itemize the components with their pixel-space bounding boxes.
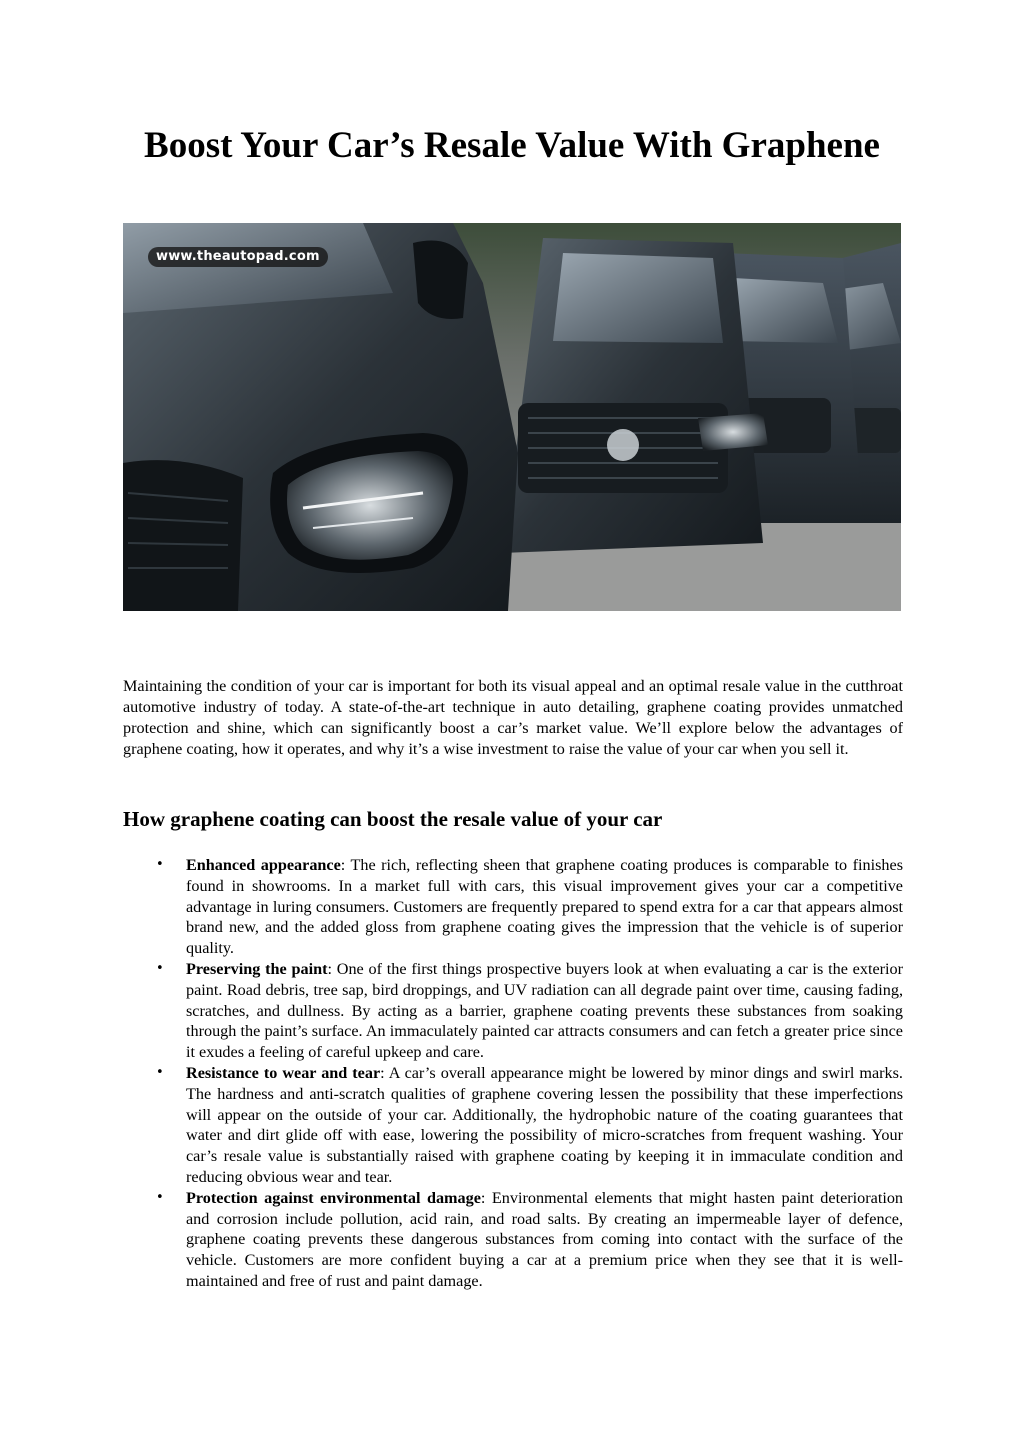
car-photo-icon: [123, 223, 901, 611]
list-item: [123, 855, 903, 959]
list-item: [123, 1063, 903, 1188]
bullet-term: Enhanced appearance: [186, 856, 341, 874]
bullet-icon: •: [156, 857, 164, 872]
benefits-list: [123, 855, 903, 1292]
bullet-icon: •: [156, 960, 164, 976]
bullet-icon: •: [156, 1064, 164, 1080]
bullet-text: : The rich, reflecting sheen that graphene coating produces is comparable to finishes found in showrooms. In a market full with cars, this visual improvement gives your car a competitive advantage in luring consumers. Customers are frequently prepared to spend extra for a car that appears almost brand new, and the added gloss from graphene coating gives the impression that the vehicle is of superior quality.: [186, 856, 903, 958]
intro-paragraph: Maintaining the condition of your car is important for both its visual appeal and an optimal resale value in the cutthroat automotive industry of today. A state-of-the-art technique in auto detailing, graphene coating provides unmatched protection and shine, which can significantly boost a car’s market value. We’ll explore below the advantages of graphene coating, how it operates, and why it’s a wise investment to raise the value of your car when you sell it.: [123, 677, 903, 758]
bullet-text: : A car’s overall appearance might be lowered by minor dings and swirl marks. The hardness and anti-scratch qualities of graphene covering lessen the possibility that these imperfections will appear on the outside of your car. Additionally, the hydrophobic nature of the coating guarantees that water and dirt glide off with ease, lowering the possibility of micro-scratches from frequent washing. Your car’s resale value is substantially raised with graphene coating by keeping it in immaculate condition and reducing obvious wear and tear.: [186, 1063, 903, 1186]
bullet-term: Protection against environmental damage: [186, 1188, 481, 1207]
list-item: [123, 959, 903, 1063]
page-title: Boost Your Car’s Resale Value With Graphene: [144, 125, 880, 166]
bullet-term: Preserving the paint: [186, 959, 328, 978]
section-heading: How graphene coating can boost the resale value of your car: [123, 807, 663, 831]
hero-image: [123, 223, 901, 611]
bullet-icon: •: [156, 1189, 164, 1205]
list-item: [123, 1188, 903, 1292]
bullet-term: Resistance to wear and tear: [186, 1063, 381, 1082]
watermark-label: www.theautopad.com: [148, 247, 328, 267]
bullet-text: : One of the first things prospective buyers look at when evaluating a car is the exterior paint. Road debris, tree sap, bird droppings, and UV radiation can all degrade paint over time, causing fading, scratches, and dullness. By acting as a barrier, graphene coating prevents these substances from soaking through the paint’s surface. An immaculately painted car attracts consumers and can fetch a greater price since it exudes a feeling of careful upkeep and care.: [186, 959, 903, 1062]
bullet-text: : Environmental elements that might hasten paint deterioration and corrosion include pollution, acid rain, and road salts. By creating an impermeable layer of defence, graphene coating prevents these dangerous substances from coming into contact with the surface of the vehicle. Customers are more confident buying a car at a premium price when they see that it is well-maintained and free of rust and paint damage.: [186, 1188, 904, 1290]
